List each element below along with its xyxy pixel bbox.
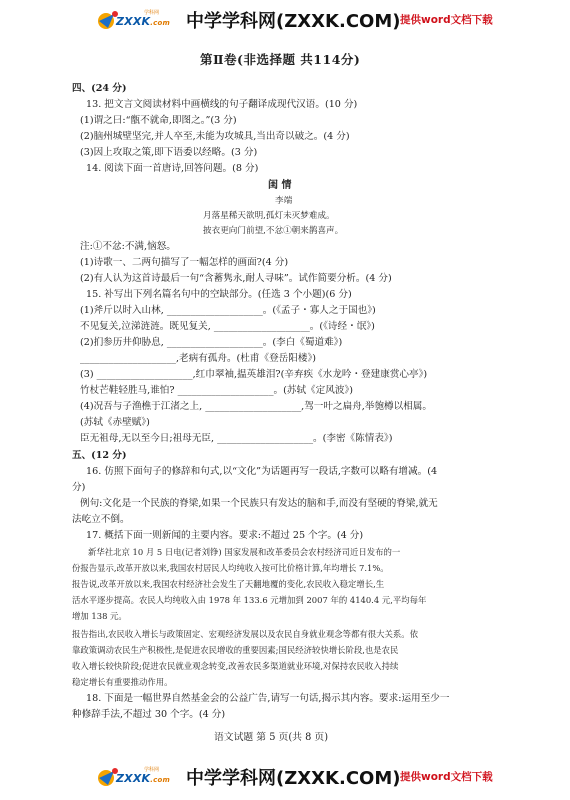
logo-small-text: 学科网 (144, 10, 160, 16)
footer-banner (0, 757, 570, 797)
header-banner (0, 0, 570, 40)
fill-blank-line: (1)斧斤以时入山林, ____________________。(《孟子・寡人之于国也》) (80, 305, 376, 316)
logo-small-text: 学科网 (144, 767, 160, 773)
news-line: 新华社北京 10 月 5 日电(记者刘铮) 国家发展和改革委员会农村经济司近日发布的一 (88, 547, 401, 557)
news-line: 报告指出,农民收入增长与政策固定、宏观经济发展以及农民自身就业观念等都有很大关系。依 (72, 629, 419, 639)
download-link[interactable]: 提供word文档下载 (400, 14, 493, 26)
question-text: 16. 仿照下面句子的修辞和句式,以“文化”为话题再写一段话,字数可以略有增减。(4 (86, 466, 438, 477)
fill-blank-line: (3) ____________________,红巾翠袖,揾英雄泪?(辛弃疾《水龙吟・登建康赏心亭》) (80, 369, 428, 380)
question-text: 15. 补写出下列名篇名句中的空缺部分。(任选 3 个小题)(6 分) (86, 289, 352, 300)
news-line: 增加 138 元。 (72, 611, 127, 621)
question-text: (1)谓之曰:“甑不就命,即图之。”(3 分) (80, 115, 237, 126)
question-heading: 四、(24 分) (72, 83, 127, 94)
question-text: (1)诗歌一、二两句描写了一幅怎样的画面?(4 分) (80, 257, 289, 268)
poem-title: 闺 情 (268, 180, 292, 191)
site-logo[interactable] (96, 766, 174, 790)
download-link[interactable]: 提供word文档下载 (400, 771, 493, 783)
news-line: 收入增长较快阶段;促进农民就业观念转变,改善农民多渠道就业环境,对保持农民收入持续 (72, 661, 399, 671)
news-line: 报告说,改革开放以来,我国农村经济社会发生了天翻地覆的变化,农民收入稳定增长,生 (72, 579, 385, 589)
fill-blank-line: 臣无祖母,无以至今日;祖母无臣, ____________________。(李密《陈情表》) (80, 433, 393, 444)
logo-text: ZXXK.com (116, 772, 170, 785)
note-text: 注:①不忿:不满,恼怒。 (80, 241, 176, 252)
logo-text: ZXXK.com (116, 15, 170, 28)
example-text: 例句:文化是一个民族的脊梁,如果一个民族只有发达的脑和手,而没有坚硬的脊梁,就无 (80, 498, 438, 509)
fill-blank-line: (2)扪参历井仰胁息, ____________________。(李白《蜀道难》) (80, 337, 343, 348)
section-title: 第Ⅱ卷(非选择题 共114分) (200, 52, 361, 67)
question-text: 18. 下面是一幅世界自然基金会的公益广告,请写一句话,揭示其内容。要求:运用至少一 (86, 693, 450, 704)
question-heading: 五、(12 分) (72, 450, 127, 461)
example-text: 法屹立不倒。 (72, 514, 130, 525)
page-footer: 语文试题 第 5 页(共 8 页) (214, 732, 329, 743)
question-text: 14. 阅读下面一首唐诗,回答问题。(8 分) (86, 163, 259, 174)
news-line: 稳定增长有重要推动作用。 (72, 677, 173, 687)
question-text: 13. 把文言文阅读材料中画横线的句子翻译成现代汉语。(10 分) (86, 99, 358, 110)
question-text: (3)因上攻取之策,即下语委以经略。(3 分) (80, 147, 258, 158)
site-logo[interactable] (96, 9, 174, 33)
fill-blank-line: (苏轼《赤壁赋》) (80, 417, 150, 428)
fill-blank-line: (4)况吾与子渔樵于江渚之上, ____________________,驾一叶之扁舟,举匏樽以相属。 (80, 401, 432, 412)
question-text: 种修辞手法,不超过 30 个字。(4 分) (72, 709, 226, 720)
news-line: 份报告显示,改革开放以来,我国农村居民人均纯收入按可比价格计算,年均增长 7.1%。 (72, 563, 389, 573)
news-line: 靠政策调动农民生产积极性,是促进农民增收的重要因素;国民经济较快增长阶段,也是农民 (72, 645, 399, 655)
poem-author: 李端 (275, 196, 293, 206)
fill-blank-line: 不见复关,泣涕涟涟。既见复关, ____________________。(《诗经・氓》) (80, 321, 375, 332)
site-name: 中学学科网(ZXXK.COM) (186, 11, 401, 32)
question-text: (2)脑州城壁坚完,并人卒至,未能为攻城具,当出奇以破之。(4 分) (80, 131, 350, 142)
fill-blank-line: ____________________,老病有孤舟。(杜甫《登岳阳楼》) (80, 353, 316, 364)
fill-blank-line: 竹杖芒鞋轻胜马,谁怕? ____________________。(苏轼《定风波》) (80, 385, 353, 396)
question-text: (2)有人认为这首诗最后一句“含蓄隽永,耐人寻味”。试作简要分析。(4 分) (80, 273, 392, 284)
question-text: 分) (72, 482, 86, 493)
news-line: 活水平逐步提高。农民人均纯收入由 1978 年 133.6 元增加到 2007 年的 4140.4 元,平均每年 (72, 595, 427, 605)
question-text: 17. 概括下面一则新闻的主要内容。要求:不超过 25 个字。(4 分) (86, 530, 364, 541)
site-name: 中学学科网(ZXXK.COM) (186, 768, 401, 789)
poem-line: 披衣更向门前望,不忿①朝来鹊喜声。 (203, 226, 344, 236)
poem-line: 月落星稀天欲明,孤灯未灭梦难成。 (203, 211, 335, 221)
